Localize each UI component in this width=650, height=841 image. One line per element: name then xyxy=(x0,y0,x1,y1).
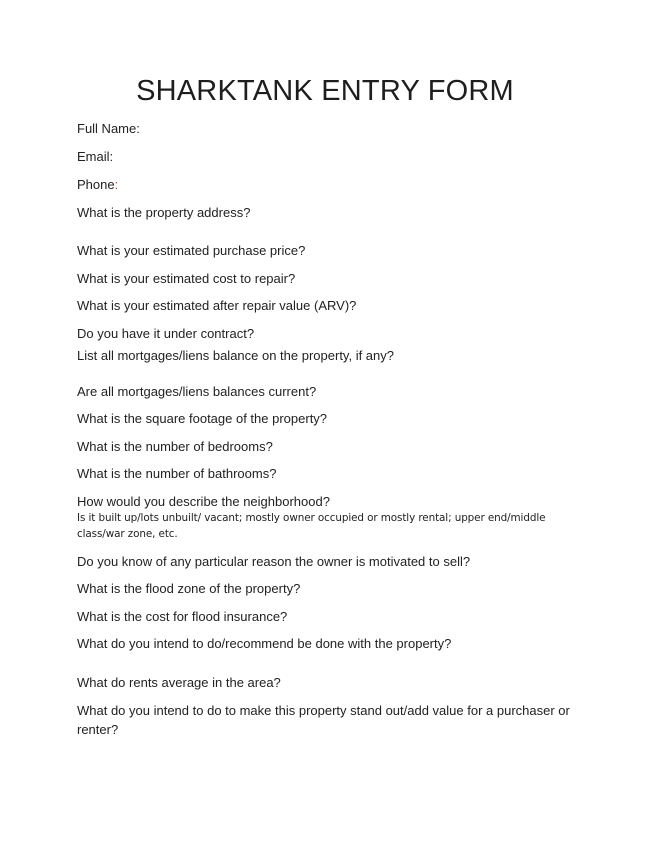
question-motivated-to-sell: Do you know of any particular reason the owner is motivated to sell? xyxy=(77,554,471,569)
question-purchase-price: What is your estimated purchase price? xyxy=(77,243,306,258)
question-bathrooms: What is the number of bathrooms? xyxy=(77,466,277,481)
neighborhood-hint: Is it built up/lots unbuilt/ vacant; mostly owner occupied or mostly rental; upper end/middle class/war zone, etc. xyxy=(77,512,546,540)
question-cost-to-repair: What is your estimated cost to repair? xyxy=(77,271,296,286)
phone-label xyxy=(77,177,577,193)
email-label: Email: xyxy=(77,149,114,164)
question-add-value: What do you intend to do to make this property stand out/add value for a purchaser or renter? xyxy=(77,703,570,737)
question-under-contract: Do you have it under contract? xyxy=(77,326,255,341)
question-neighborhood: How would you describe the neighborhood? xyxy=(77,494,330,509)
question-property-address: What is the property address? xyxy=(77,205,251,220)
question-bedrooms: What is the number of bedrooms? xyxy=(77,439,273,454)
question-flood-insurance: What is the cost for flood insurance? xyxy=(77,609,288,624)
phone-label-text: Phone xyxy=(77,177,115,192)
question-rents-average: What do rents average in the area? xyxy=(77,675,281,690)
question-liens-current: Are all mortgages/liens balances current? xyxy=(77,384,317,399)
full-name-label: Full Name: xyxy=(77,121,140,136)
question-mortgages-liens: List all mortgages/liens balance on the property, if any? xyxy=(77,348,394,363)
question-intend-recommend: What do you intend to do/recommend be done with the property? xyxy=(77,636,452,651)
page-title: SHARKTANK ENTRY FORM xyxy=(136,75,514,107)
question-flood-zone: What is the flood zone of the property? xyxy=(77,581,301,596)
question-square-footage: What is the square footage of the property? xyxy=(77,411,328,426)
question-arv: What is your estimated after repair value (ARV)? xyxy=(77,298,357,313)
phone-label-colon: : xyxy=(114,177,119,192)
